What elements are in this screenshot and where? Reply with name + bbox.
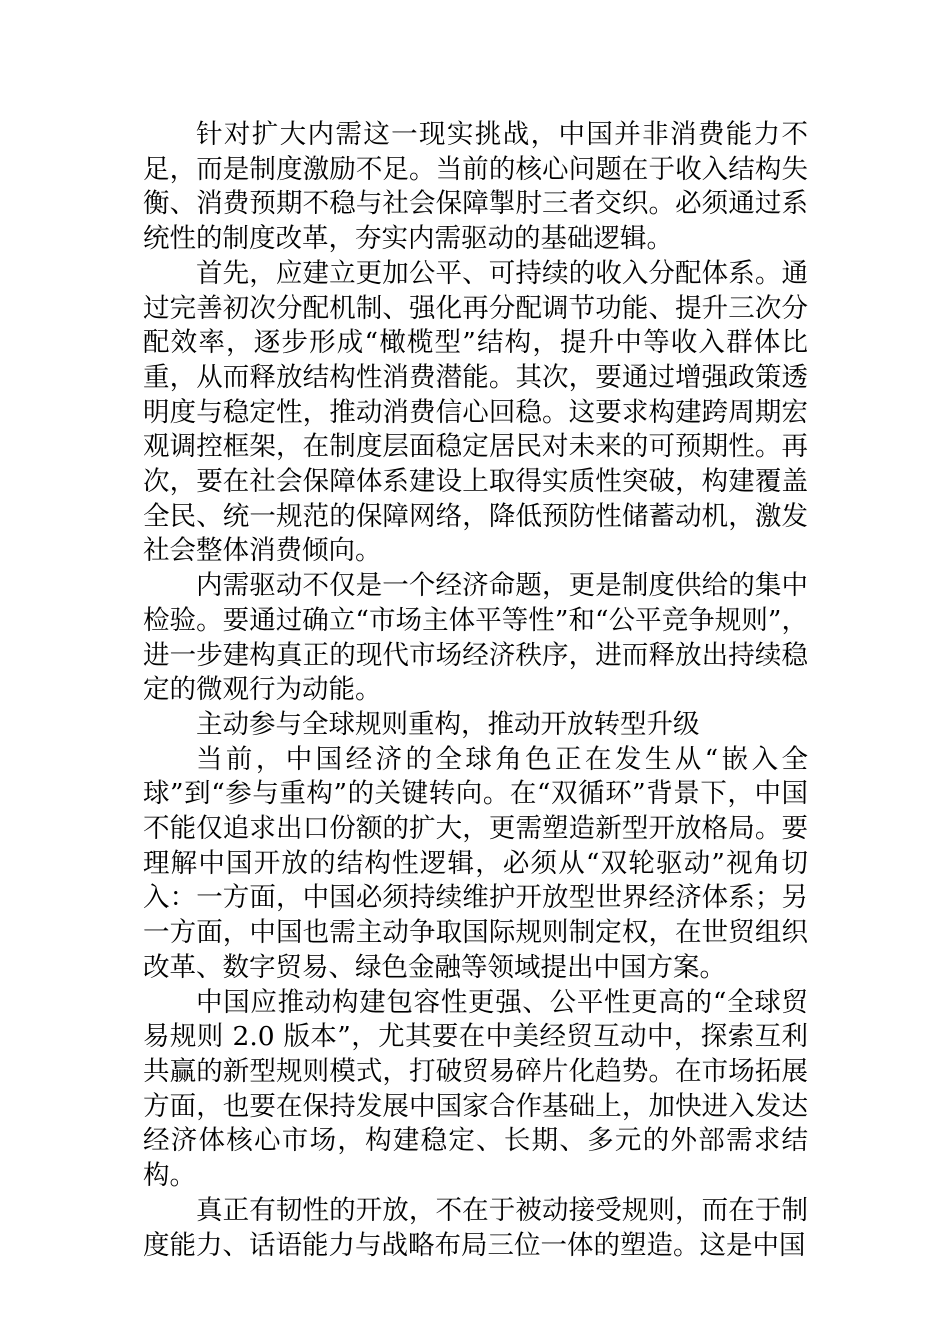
section-heading: 主动参与全球规则重构，推动开放转型升级 [196,708,700,740]
paragraph-global-role: 当前，中国经济的全球角色正在发生从“嵌入全球”到“参与重构”的关键转向。在“双循环”背景下，中国不能仅追求出口份额的扩大，更需塑造新型开放格局。要理解中国开放的结构性逻辑，必须从“双轮驱动”视角切入：一方面，中国必须持续维护开放型世界经济体系；另一方面，中国也需主动争取国际规则制定权，在世贸组织改革、数字贸易、绿色金融等领域提出中国方案。 [143,743,808,983]
paragraph-trade-rules: 中国应推动构建包容性更强、公平性更高的“全球贸易规则 2.0 版本”，尤其要在中美经贸互动中，探索互利共赢的新型规则模式，打破贸易碎片化趋势。在市场拓展方面，也要在保持发展中国家合作基础上，加快进入发达经济体核心市场，构建稳定、长期、多元的外部需求结构。 [143,986,808,1192]
document-body [143,118,808,1263]
paragraph-institutional-supply: 内需驱动不仅是一个经济命题，更是制度供给的集中检验。要通过确立“市场主体平等性”和“公平竞争规则”，进一步建构真正的现代市场经济秩序，进而释放出持续稳定的微观行为动能。 [143,570,808,706]
paragraph-income-distribution: 首先，应建立更加公平、可持续的收入分配体系。通过完善初次分配机制、强化再分配调节功能、提升三次分配效率，逐步形成“橄榄型”结构，提升中等收入群体比重，从而释放结构性消费潜能。其次，要通过增强政策透明度与稳定性，推动消费信心回稳。这要求构建跨周期宏观调控框架，在制度层面稳定居民对未来的可预期性。再次，要在社会保障体系建设上取得实质性突破，构建覆盖全民、统一规范的保障网络，降低预防性储蓄动机，激发社会整体消费倾向。 [143,257,808,567]
paragraph-resilient-opening: 真正有韧性的开放，不在于被动接受规则，而在于制度能力、话语能力与战略布局三位一体的塑造。这是中国 [143,1194,808,1261]
paragraph-domestic-demand-intro: 针对扩大内需这一现实挑战，中国并非消费能力不足，而是制度激励不足。当前的核心问题在于收入结构失衡、消费预期不稳与社会保障掣肘三者交织。必须通过系统性的制度改革，夯实内需驱动的基础逻辑。 [143,119,808,255]
